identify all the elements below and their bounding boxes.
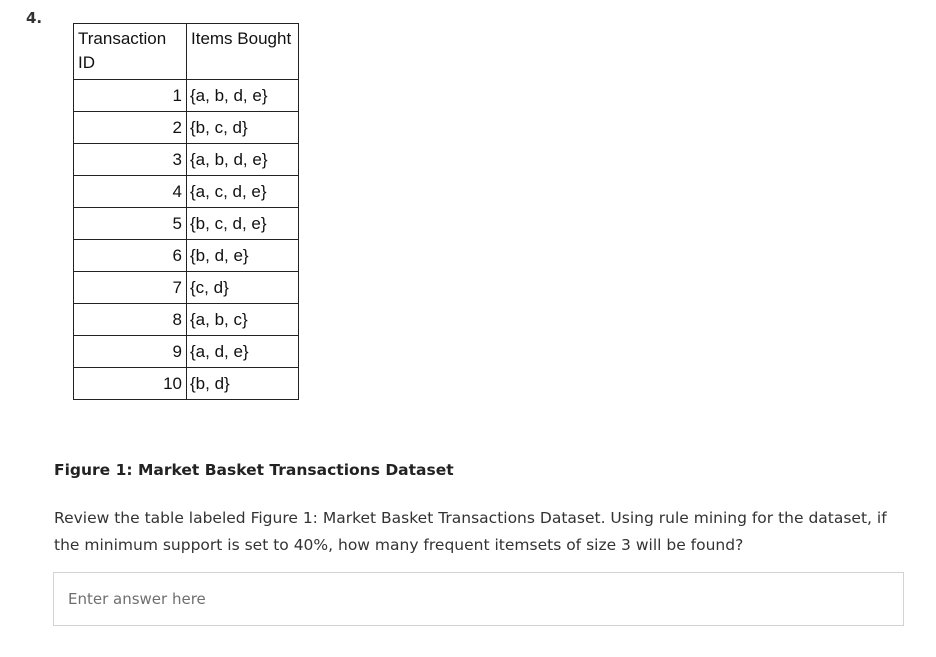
items-bought-cell: {a, b, d, e} bbox=[187, 144, 299, 176]
items-bought-cell: {a, d, e} bbox=[187, 336, 299, 368]
table-row bbox=[74, 368, 299, 400]
table-row bbox=[74, 176, 299, 208]
answer-input[interactable] bbox=[53, 572, 904, 626]
header-items-bought: Items Bought bbox=[187, 24, 299, 80]
items-bought-cell: {b, d, e} bbox=[187, 240, 299, 272]
transaction-id-cell: 1 bbox=[74, 80, 187, 112]
transactions-table bbox=[73, 23, 299, 400]
items-bought-cell: {a, c, d, e} bbox=[187, 176, 299, 208]
question-number: 4. bbox=[26, 9, 43, 27]
table-row bbox=[74, 208, 299, 240]
table-row bbox=[74, 240, 299, 272]
header-transaction-id: Transaction ID bbox=[74, 24, 187, 80]
items-bought-cell: {b, c, d, e} bbox=[187, 208, 299, 240]
question-text: Review the table labeled Figure 1: Market Basket Transactions Dataset. Using rule mining for the dataset, if the minimum support is set to 40%, how many frequent itemsets of size 3 will be found? bbox=[54, 509, 887, 554]
items-bought-cell: {a, b, d, e} bbox=[187, 80, 299, 112]
transaction-id-cell: 2 bbox=[74, 112, 187, 144]
transaction-id-cell: 8 bbox=[74, 304, 187, 336]
table-row bbox=[74, 304, 299, 336]
table-row bbox=[74, 112, 299, 144]
items-bought-cell: {a, b, c} bbox=[187, 304, 299, 336]
table-row bbox=[74, 272, 299, 304]
table-row bbox=[74, 336, 299, 368]
transactions-table-body bbox=[74, 80, 299, 400]
transaction-id-cell: 6 bbox=[74, 240, 187, 272]
items-bought-cell: {c, d} bbox=[187, 272, 299, 304]
items-bought-cell: {b, c, d} bbox=[187, 112, 299, 144]
table-header-row bbox=[74, 24, 299, 80]
transaction-id-cell: 3 bbox=[74, 144, 187, 176]
table-row bbox=[74, 144, 299, 176]
figure-caption: Figure 1: Market Basket Transactions Dataset bbox=[54, 461, 454, 479]
transaction-id-cell: 7 bbox=[74, 272, 187, 304]
transaction-id-cell: 4 bbox=[74, 176, 187, 208]
transaction-id-cell: 10 bbox=[74, 368, 187, 400]
transaction-id-cell: 5 bbox=[74, 208, 187, 240]
items-bought-cell: {b, d} bbox=[187, 368, 299, 400]
transaction-id-cell: 9 bbox=[74, 336, 187, 368]
table-row bbox=[74, 80, 299, 112]
